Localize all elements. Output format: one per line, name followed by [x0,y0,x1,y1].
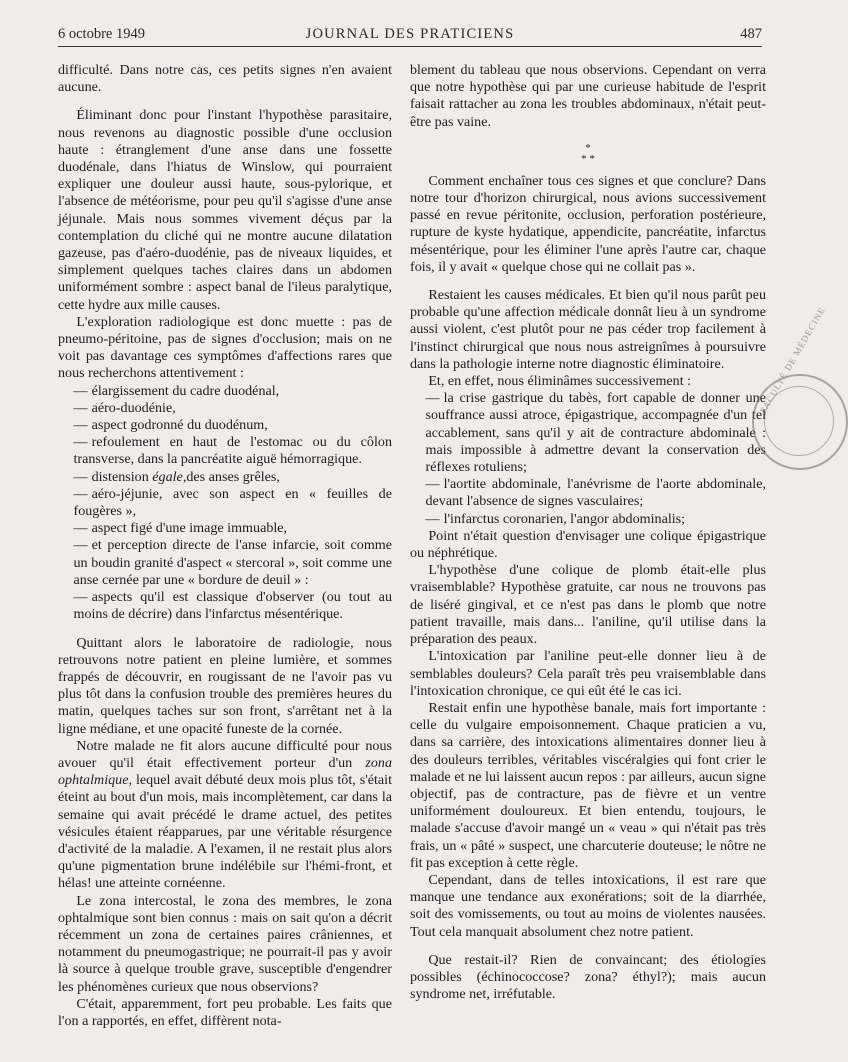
paragraph: Quittant alors le laboratoire de radiologie, nous retrouvons notre patient en pleine lumière, et sommes frappés de découvrir, en rougissant de ne l'avoir pas vu plus tôt dans la confusion trouble des premières heures du matin, quelques taches sur son front, s'arrêtant net à la ligne médiane, et une opacité funeste de la cornée. [58,634,392,737]
paragraph: Restait enfin une hypothèse banale, mais fort importante : celle du vulgaire empoisonnement. Chaque praticien a vu, dans sa carrière, des intoxications alimentaires donner lieu à des douleurs terribles, véritables viscéralgies qui font crier le malade et ne lui laissent aucun repos : par ailleurs, aucun signe objectif, pas de contracture, pas de fièvre et un ventre uniformément douloureux. Et bien entendu, toujours, le malade s'accuse d'avoir mangé un « veau » qui n'était pas très frais, un « pâté » suspect, une charcuterie douteuse; le nôtre ne fit pas exception à cette règle. [410,699,766,871]
journal-title: JOURNAL DES PRATICIENS [305,26,515,42]
list-item: — l'infarctus coronarien, l'angor abdominalis; [425,510,686,527]
paragraph: blement du tableau que nous observions. Cependant on verra que notre hypothèse qui par une curieuse habitude de l'esprit faisait rattacher au zona les troubles abdominaux, n'était peut-être pas vaine. [410,62,766,130]
list-item: — aspect figé d'une image immuable, [73,520,288,537]
right-column [410,62,766,1003]
list-item: — refoulement en haut de l'estomac ou du côlon transverse, dans la pancréatite aiguë hémorragique. [73,434,392,468]
list-item: — l'aortite abdominale, l'anévrisme de l'aorte abdominale, devant l'absence de signes vasculaires; [425,476,766,510]
list-item: — la crise gastrique du tabès, fort capable de donner une souffrance aussi atroce, épigastrique, accompagnée d'un tel accablement, sans qu'il y ait de contracture abdominale : mais impossible à admettre devant la conservation des réflexes rotuliens; [425,390,766,476]
paragraph: Cependant, dans de telles intoxications, il est rare que manque une tendance aux exonérations; soit de la diarrhée, soit des vomissements, ou tout au moins de violentes nausées. Tout cela manquait absolument chez notre patient. [410,871,766,940]
section-break-asterisks: * * * [581,141,595,165]
stamp-text: FACULTÉ DE MÉDECINE [758,305,828,415]
paragraph: Notre malade ne fit alors aucune difficulté pour nous avouer qu'il était effectivement porteur d'un zona ophtalmique, lequel avait débuté deux mois plus tôt, s'était éteint au bout d'un mois, mais incomplètement, car dans la semaine qui avait précédé le drame actuel, des petites vésicules étaient réapparues, par une véritable résurgence d'activité de la maladie. A l'examen, il ne restait plus alors qu'une pigmentation brune indélébile sur l'hémi-front, et hélas! une atteinte cornéenne. [58,737,392,892]
paragraph: Point n'était question d'envisager une colique épigastrique ou néphrétique. [410,527,766,562]
header-rule [58,46,762,47]
paragraph: L'intoxication par l'aniline peut-elle donner lieu à de semblables douleurs? Cela paraît très peu vraisemblable dans l'intoxication chronique, ce qui eût été le cas ici. [410,648,766,699]
list-item: — aspect godronné du duodénum, [73,417,268,434]
paragraph: difficulté. Dans notre cas, ces petits signes n'en avaient aucune. [58,62,392,96]
list-item: — aspects qu'il est classique d'observer (ou tout au moins de décrire) dans l'infarctus mésentérique. [73,589,392,623]
issue-date: 6 octobre 1949 [58,26,145,42]
paragraph: L'exploration radiologique est donc muette : pas de pneumo-péritoine, pas de signes d'occlusion; mais on ne voit pas davantage ces symptômes d'affections rares que nous recherchons attentivement : [58,313,392,382]
paragraph: C'était, apparemment, fort peu probable. Les faits que l'on a rapportés, en effet, diffèrent nota- [58,995,392,1029]
left-column [58,62,392,1030]
page-number: 487 [740,26,762,42]
list-item: — élargissement du cadre duodénal, [73,382,280,399]
list-item: — aéro-jéjunie, avec son aspect en « feuilles de fougères », [73,485,392,520]
list-item: — aéro-duodénie, [73,399,176,416]
paragraph: Que restait-il? Rien de convaincant; des étiologies possibles (échinococcose? zona? éthyl?); mais aucun syndrome net, irréfutable. [410,951,766,1003]
list-item: — et perception directe de l'anse infarcie, soit comme un boudin granité d'aspect « stercoral », soit comme une anse cernée par une « bordure de deuil » : [73,537,392,588]
paragraph: Restaient les causes médicales. Et bien qu'il nous parût peu probable qu'une affection médicale donnât lieu à un syndrome aussi violent, c'est plutôt pour ne pas céder trop facilement à l'instinct chirurgical que nous nous astreignîmes à poursuivre dans la pathologie interne notre diagnostic éliminatoire. [410,287,766,372]
paragraph: Comment enchaîner tous ces signes et que conclure? Dans notre tour d'horizon chirurgical, nous avions successivement passé en revue péritonite, occlusion, perforation postérieure, rupture de kyste hydatique, appendicite, pancréatite, infarctus mésentérique, pour les éliminer l'une après l'autre car, chaque fois, il y avait « quelque chose qui ne collait pas ». [410,172,766,275]
paragraph: Le zona intercostal, le zona des membres, le zona ophtalmique sont bien connus : mais on sait qu'on a décrit récemment un zona de certaines paires crâniennes, et notamment du pneumogastrique; ne pourrait-il pas y avoir là source à quelque trouble grave, susceptible d'engendrer les phénomènes curieux que nous observions? [58,892,392,995]
running-header [58,22,762,46]
paragraph: Éliminant donc pour l'instant l'hypothèse parasitaire, nous revenons au diagnostic possible d'une occlusion haute : étranglement d'une anse dans une fossette duodénale, dans l'hiatus de Winslow, qui pourraient expliquer une douleur aussi haute, sous-pylorique, et l'absence de météorisme, pour peu qu'il s'agisse d'une anse jéjunale. Mais nous sommes vivement déçus par la contemplation du cliché qui ne montre aucune dilatation gazeuse, pas d'aéro-duodénie, pas de niveaux liquides, et simplement quelques taches claires dans un abdomen uniformément sombre : aspect banal de l'ileus paralytique, cette hydre aux mille causes. [58,107,392,313]
paragraph: Et, en effet, nous éliminâmes successivement : [428,373,692,390]
paragraph: L'hypothèse d'une colique de plomb était-elle plus vraisemblable? Hypothèse gratuite, car nous ne trouvons pas de liséré gingival, et ce n'est pas dans le plomb que notre patient travaille, mais dans... l'aniline, qu'il utilise dans la préparation des peaux. [410,562,766,648]
list-item: — distension égale,des anses grêles, [73,468,280,485]
library-stamp [752,305,848,470]
